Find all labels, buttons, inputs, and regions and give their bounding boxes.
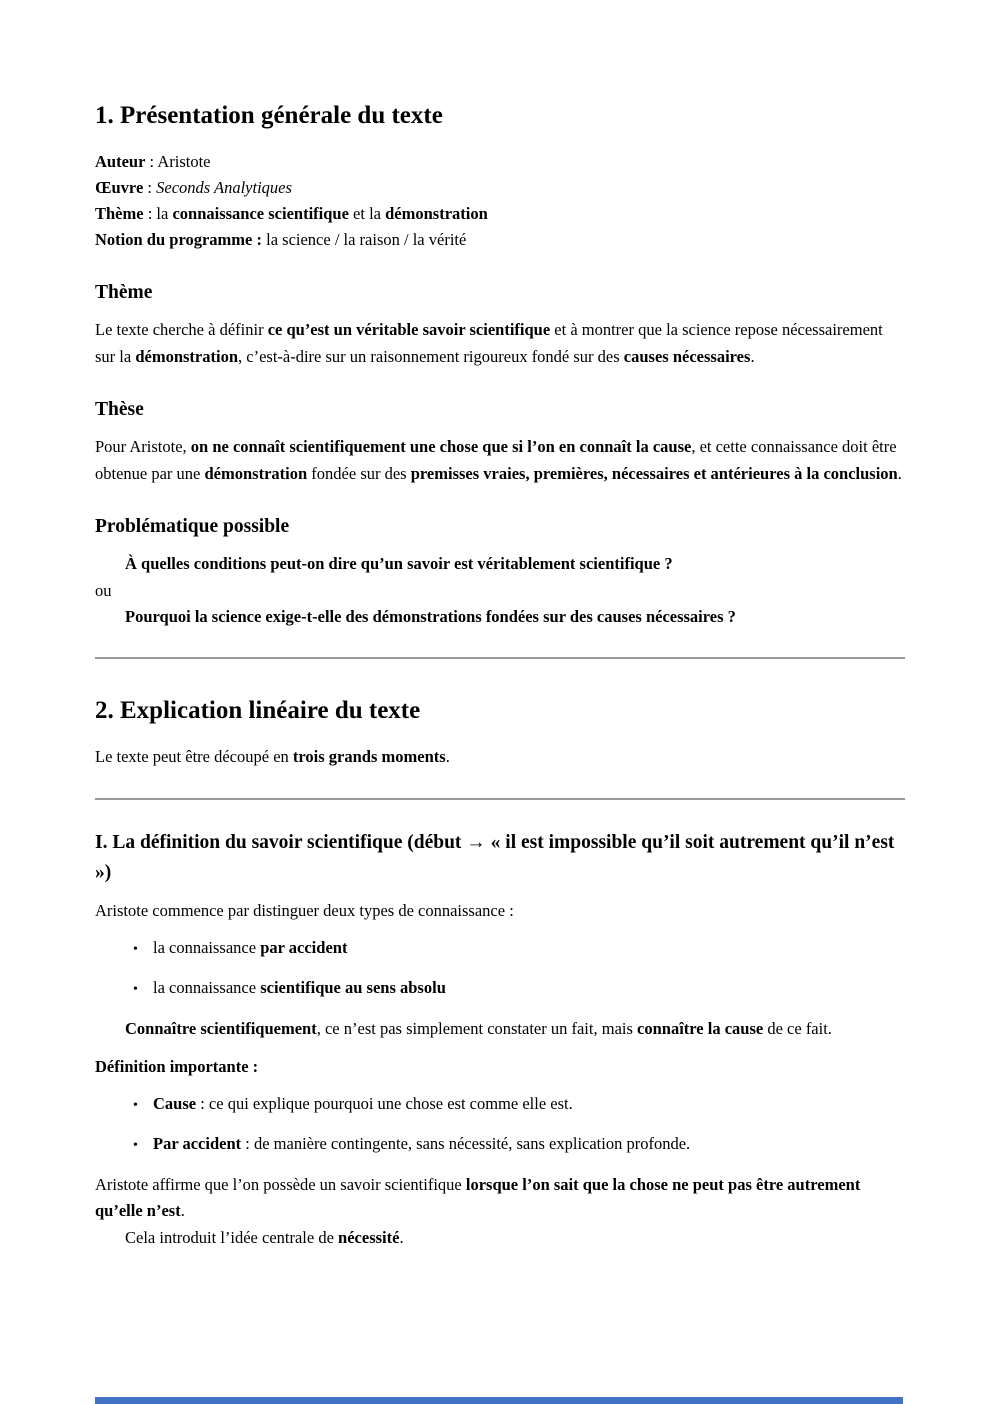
text-run: : ce qui explique pourquoi une chose est comme elle est. (196, 1093, 573, 1113)
text-run: démonstration (204, 463, 308, 483)
text-run: Cause (153, 1093, 197, 1113)
cela-paragraph (125, 1225, 905, 1252)
text-run: connaître la cause (637, 1018, 764, 1038)
text-run: ce qu’est un véritable savoir scientifique (267, 320, 551, 339)
text-run: Pour Aristote, (95, 437, 191, 456)
theme-paragraph (95, 317, 905, 370)
text-run: . (897, 463, 902, 483)
definition-label: Définition importante : (95, 1057, 259, 1076)
text-run: la connaissance (153, 937, 261, 957)
bullet-icon: • (133, 1097, 138, 1113)
text-run: démonstration (135, 346, 238, 366)
text-run: causes nécessaires (623, 346, 751, 366)
text-run: nécessité (338, 1227, 400, 1247)
meta-author-label: Auteur (95, 152, 146, 171)
text-run: . (750, 346, 755, 366)
section-divider (95, 798, 905, 800)
text-run: par accident (260, 937, 348, 957)
meta-author-value: : Aristote (145, 152, 211, 171)
meta-oeuvre-label: Œuvre (95, 178, 144, 197)
these-heading: Thèse (95, 399, 144, 420)
meta-notion-line (95, 227, 905, 253)
theme-heading: Thème (95, 282, 153, 303)
meta-notion-value: la science / la raison / la vérité (261, 230, 467, 249)
definitions-list (95, 1091, 905, 1160)
text-run: scientifique au sens absolu (260, 978, 446, 997)
text-run: . (180, 1201, 185, 1220)
text-run: Le texte cherche à définir (95, 320, 268, 339)
text-run: : la (143, 204, 173, 223)
text-run: Par accident (153, 1134, 242, 1153)
meta-notion-label: Notion du programme : (95, 230, 262, 249)
section-2-intro (95, 744, 905, 771)
list-item (133, 1131, 905, 1160)
text-run: Connaître scientifiquement (125, 1018, 317, 1038)
text-run: : (143, 178, 157, 197)
text-run: , c’est-à-dire sur un raisonnement rigoureux fondé sur des (238, 346, 624, 366)
part-1-heading: I. La définition du savoir scientifique (début → « il est impossible qu’il soit autrement qu’il n’est ») (95, 832, 895, 883)
text-run: la connaissance (153, 978, 261, 997)
list-item (133, 935, 905, 964)
bottom-blue-bar (95, 1397, 903, 1404)
text-run: connaissance scientifique (172, 204, 349, 223)
section-divider (95, 657, 905, 659)
text-run: premisses vraies, premières, nécessaires et antérieures à la conclusion (410, 463, 898, 483)
text-run: de ce fait. (763, 1018, 832, 1038)
text-run: Le texte peut être découpé en (95, 746, 293, 766)
text-run: . (399, 1227, 404, 1247)
meta-oeuvre-value: Seconds Analytiques (156, 178, 292, 197)
meta-theme-line (95, 201, 905, 227)
bullet-icon: • (133, 941, 138, 957)
problematique-or: ou (95, 580, 112, 600)
text-run: . (445, 746, 450, 766)
problematique-question-2: Pourquoi la science exige-t-elle des démonstrations fondées sur des causes nécessaires ? (125, 607, 736, 626)
list-item (133, 1091, 905, 1120)
text-run: fondée sur des (307, 463, 411, 483)
list-item (133, 975, 905, 1004)
text-run: Aristote affirme que l’on possède un savoir scientifique (95, 1174, 466, 1194)
section-1-title: 1. Présentation générale du texte (95, 102, 443, 129)
these-paragraph (95, 434, 905, 487)
part-1-intro: Aristote commence par distinguer deux types de connaissance : (95, 901, 514, 920)
bullet-icon: • (133, 982, 138, 997)
section-2-title: 2. Explication linéaire du texte (95, 696, 421, 724)
text-run: trois grands moments (292, 746, 446, 766)
meta-oeuvre-line (95, 175, 905, 201)
problematique-question-1: À quelles conditions peut-on dire qu’un savoir est véritablement scientifique ? (125, 554, 673, 573)
affirm-paragraph (95, 1172, 905, 1225)
text-run: et à montrer que la science repose nécessairement sur la (95, 320, 883, 366)
meta-theme-label: Thème (95, 204, 144, 223)
problematique-heading: Problématique possible (95, 516, 290, 537)
text-run: lorsque l’on sait que la chose ne peut pas être autrement qu’elle n’est (95, 1174, 861, 1220)
text-run: , et cette connaissance doit être obtenue par une (95, 437, 897, 483)
text-run: on ne connaît scientifiquement une chose que si l’on en connaît la cause (190, 437, 692, 456)
text-run: Cela introduit l’idée centrale de (125, 1227, 339, 1247)
text-run: et la (348, 204, 386, 223)
meta-author-line (95, 149, 905, 175)
text-run: : de manière contingente, sans nécessité, sans explication profonde. (241, 1134, 691, 1153)
connaitre-paragraph (95, 1016, 905, 1043)
text-run: , ce n’est pas simplement constater un fait, mais (316, 1018, 638, 1038)
bullet-icon: • (133, 1138, 138, 1153)
knowledge-types-list (95, 935, 905, 1004)
text-run: démonstration (385, 204, 488, 223)
